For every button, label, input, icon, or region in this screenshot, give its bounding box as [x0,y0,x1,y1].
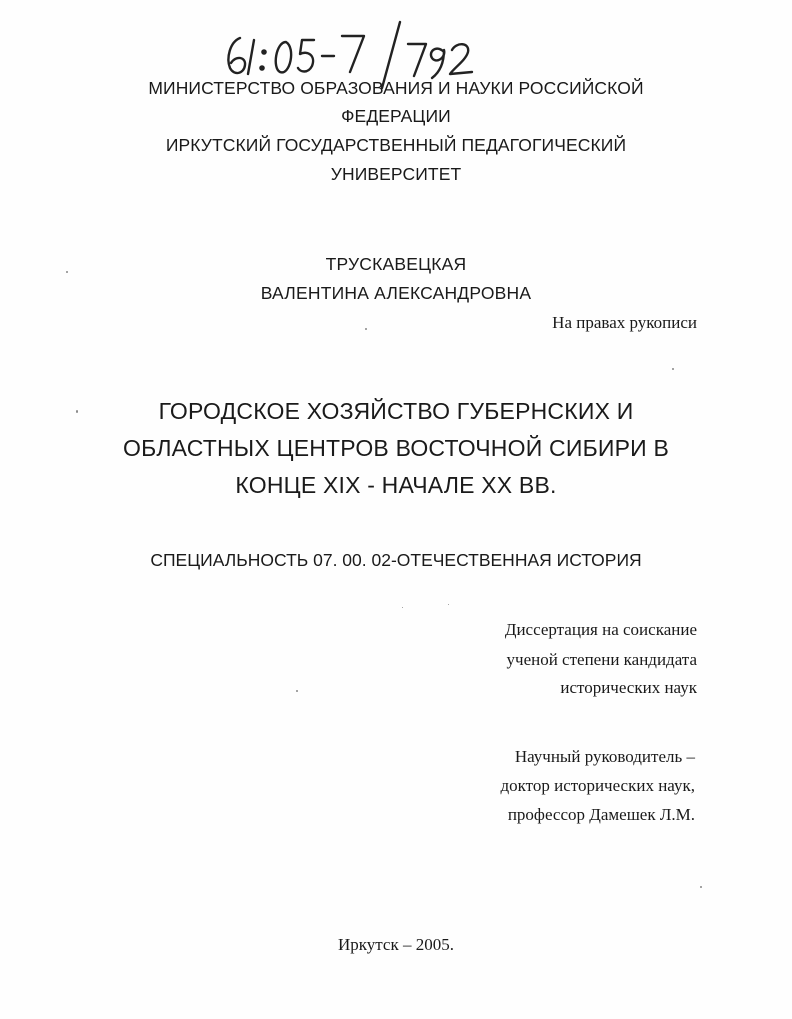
scan-speck [402,607,403,608]
author-surname: ТРУСКАВЕЦКАЯ [325,254,467,274]
title-line-1: ГОРОДСКОЕ ХОЗЯЙСТВО ГУБЕРНСКИХ И [158,398,634,424]
scan-speck [672,368,674,370]
scan-speck [296,690,298,692]
university-line-2: УНИВЕРСИТЕТ [330,164,462,184]
scan-speck [448,604,449,605]
scan-speck [700,886,702,888]
supervisor-line-2: доктор исторических наук, [500,776,695,795]
city-year: Иркутск – 2005. [338,935,454,954]
supervisor-line-3: профессор Дамешек Л.М. [507,805,695,824]
scan-speck [365,328,367,330]
manuscript-note: На правах рукописи [552,313,697,332]
specialty: СПЕЦИАЛЬНОСТЬ 07. 00. 02-ОТЕЧЕСТВЕННАЯ ИСТОРИЯ [150,550,642,570]
supervisor-line-1: Научный руководитель – [514,747,695,766]
dissertation-line-3: исторических наук [560,678,697,697]
scan-speck [66,271,68,273]
title-line-2: ОБЛАСТНЫХ ЦЕНТРОВ ВОСТОЧНОЙ СИБИРИ В [122,435,669,461]
author-name: ВАЛЕНТИНА АЛЕКСАНДРОВНА [260,283,532,303]
title-line-3: КОНЦЕ XIX - НАЧАЛЕ XX ВВ. [235,472,557,498]
dissertation-line-2: ученой степени кандидата [506,650,697,669]
university-line-1: ИРКУТСКИЙ ГОСУДАРСТВЕННЫЙ ПЕДАГОГИЧЕСКИЙ [165,135,627,155]
scan-speck [76,410,78,413]
ministry-line-1: МИНИСТЕРСТВО ОБРАЗОВАНИЯ И НАУКИ РОССИЙСКОЙ [148,78,644,98]
dissertation-line-1: Диссертация на соискание [504,620,697,639]
ministry-line-2: ФЕДЕРАЦИИ [341,106,451,126]
